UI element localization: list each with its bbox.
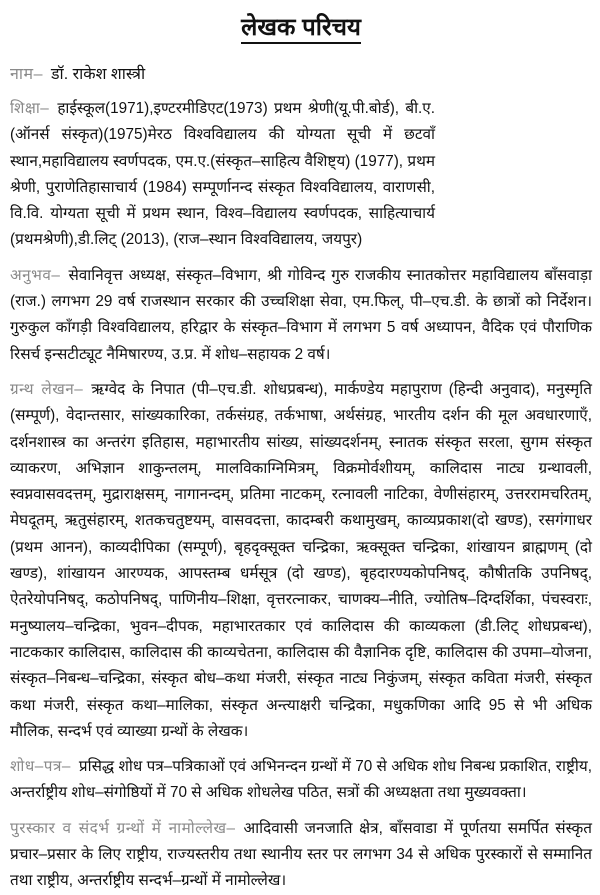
section-label: ग्रन्थ लेखन–	[10, 380, 84, 398]
section-text: हाईस्कूल(1971),इण्टरमीडिएट(1973) प्रथम श्रेणी(यू.पी.बोर्ड), बी.ए.(ऑनर्स संस्कृत)(1975)मेरठ विश्वविद्यालय की योग्यता सूची में छटवाँ स्थान,महाविद्यालय स्वर्णपदक, एम.ए.(संस्कृत–साहित्य वैशिष्ट्य) (1977), प्रथम श्रेणी, पुराणेतिहासाचार्य (1984) सम्पूर्णानन्द संस्कृत विश्वविद्यालय, वाराणसी, वि.वि. योग्यता सूची में प्रथम स्थान, विश्व–विद्यालय स्वर्णपदक, साहित्याचार्य (प्रथमश्रेणी),डी.लिट् (2013), (राज–स्थान विश्वविद्यालय, जयपुर)	[10, 100, 435, 249]
section-name	[10, 62, 592, 88]
section-experience	[10, 263, 592, 368]
section-label: शोध–पत्र–	[10, 758, 71, 776]
section-education	[10, 96, 435, 254]
page-title-text: लेखक परिचय	[241, 14, 361, 44]
section-books	[10, 377, 592, 745]
section-text: ऋग्वेद के निपात (पी–एच.डी. शोधप्रबन्ध), मार्कण्डेय महापुराण (हिन्दी अनुवाद), मनुस्मृति (सम्पूर्ण), वेदान्तसार, सांख्यकारिका, तर्कसंग्रह, तर्कभाषा, अर्थसंग्रह, भारतीय दर्शन की मूल अवधारणाएँ, दर्शनशास्त्र का अन्तरंग इतिहास, महाभारतीय सांख्य, सांख्यदर्शनम्, स्नातक संस्कृत सरला, सुगम संस्कृत व्याकरण, अभिज्ञान शाकुन्तलम्, मालविकाग्निमित्रम्, विक्रमोर्वशीयम्, कालिदास नाट्य ग्रन्थावली, स्वप्नवासवदत्तम्, मुद्राराक्षसम्, नागानन्दम्, प्रतिमा नाटकम्, रत्नावली नाटिका, वेणीसंहारम्, उत्तररामचरितम्, मेघदूतम्, ऋतुसंहारम्, शतकचतुष्टयम्, वासवदत्ता, कादम्बरी कथामुखम्, काव्यप्रकाश(दो खण्ड), रसगंगाधर (प्रथम आनन), काव्यदीपिका (सम्पूर्ण), बृहदृक्सूक्त चन्द्रिका, ऋक्सूक्त चन्द्रिका, शांखायन ब्राह्मणम् (दो खण्ड), शांखायन आरण्यक, आपस्तम्ब धर्मसूत्र (दो खण्ड), बृहदारण्यकोपनिषद्, कौषीतकि उपनिषद्, ऐतरेयोपनिषद्, कठोपनिषद्, पाणिनीय–शिक्षा, वृत्तरत्नाकर, चाणक्य–नीति, ज्योतिष–दिग्दर्शिका, पंचस्वराः, मनुष्यालय–चन्द्रिका, भुवन–दीपक, महाभारतकार एवं कालिदास की काव्यकला (डी.लिट् शोधप्रबन्ध), नाटककार कालिदास, कालिदास की काव्यचेतना, कालिदास की वैज्ञानिक दृष्टि, कालिदास की उपमा–योजना, संस्कृत–निबन्ध–चन्द्रिका, संस्कृत बोध–कथा मंजरी, संस्कृत नाट्य निकुंजम्, संस्कृत कविता मंजरी, संस्कृत कथा मंजरी, संस्कृत कथा–मालिका, संस्कृत अन्त्याक्षरी चन्द्रिका, मधुकणिका आदि 95 से भी अधिक मौलिक, सन्दर्भ एवं व्याख्या ग्रन्थों के लेखक।	[10, 380, 592, 740]
section-label: शिक्षा–	[10, 100, 50, 117]
section-text: डॉ. राकेश शास्त्री	[51, 66, 146, 83]
section-label: अनुभव–	[10, 266, 61, 284]
section-label: पुरस्कार व संदर्भ ग्रन्थों में नामोल्लेख–	[10, 819, 236, 837]
section-awards	[10, 816, 592, 895]
section-text: प्रसिद्ध शोध पत्र–पत्रिकाओं एवं अभिनन्दन ग्रन्थों में 70 से अधिक शोध निबन्ध प्रकाशित, राष्ट्रीय, अन्तर्राष्ट्रीय शोध–संगोष्ठियों में 70 से अधिक शोधलेख पठित, सत्रों की अध्यक्षता तथा मुख्यवक्ता।	[10, 758, 592, 802]
page-title	[10, 0, 592, 50]
section-text: सेवानिवृत्त अध्यक्ष, संस्कृत–विभाग, श्री गोविन्द गुरु राजकीय स्नातकोत्तर महाविद्यालय बाँसवाड़ा (राज.) लगभग 29 वर्ष राजस्थान सरकार की उच्चशिक्षा सेवा, एम.फिल्, पी–एच.डी. के छात्रों को निर्देशन। गुरुकुल काँगड़ी विश्वविद्यालय, हरिद्वार के संस्कृत–विभाग में लगभग 5 वर्ष अध्यापन, वैदिक एवं पौराणिक रिसर्च इन्सटीट्यूट नैमिषारण्य, उ.प्र. में शोध–सहायक 2 वर्ष।	[10, 266, 592, 363]
section-research-papers	[10, 754, 592, 807]
section-label: नाम–	[10, 66, 43, 83]
section-text: आदिवासी जनजाति क्षेत्र, बाँसवाडा में पूर्णतया समर्पित संस्कृत प्रचार–प्रसार के लिए राष्ट्रीय, राज्यस्तरीय तथा स्थानीय स्तर पर लगभग 34 से अधिक पुरस्कारों से सम्मानित तथा राष्ट्रीय, अन्तर्राष्ट्रीय सन्दर्भ–ग्रन्थों में नामोल्लेख।	[10, 819, 592, 890]
